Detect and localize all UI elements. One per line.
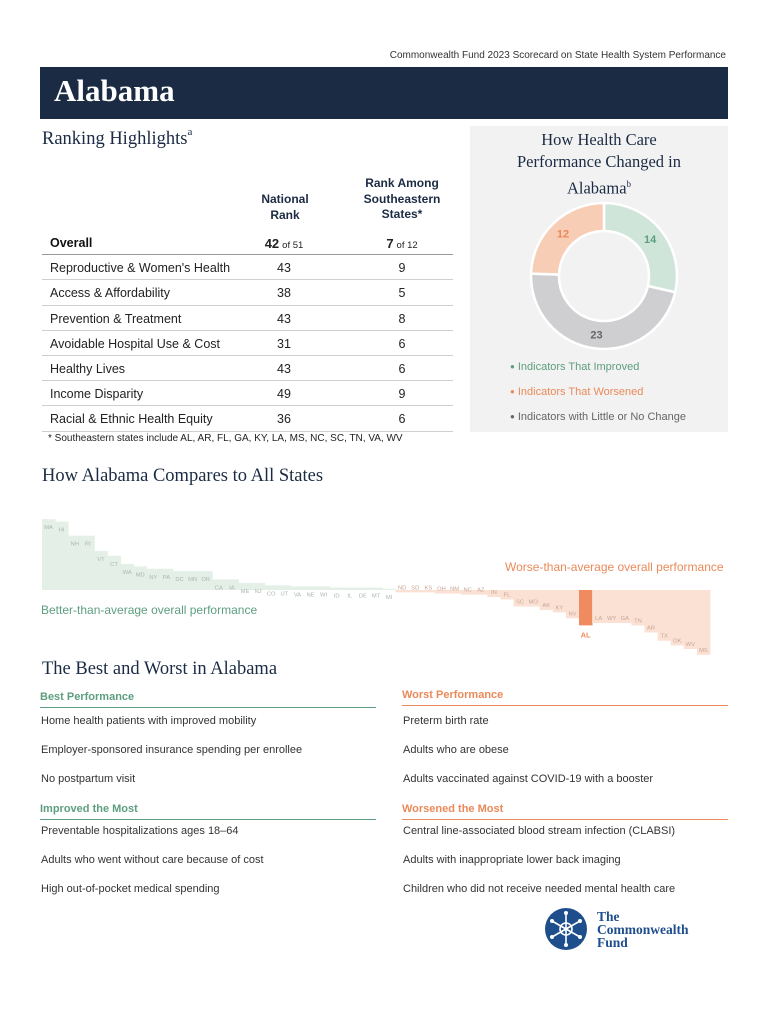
table-row: [42, 406, 453, 431]
state-bar: [317, 586, 330, 590]
state-bar-label: CO: [266, 591, 276, 598]
list-item: Adults who are obese: [403, 744, 509, 756]
southeast-rank: 6: [398, 412, 406, 427]
state-bar: [330, 588, 343, 590]
state-bar: [343, 588, 356, 590]
row-label: Income Disparity: [50, 387, 144, 402]
state-bar-label: DE: [358, 593, 367, 600]
logo-wordmark: [597, 910, 689, 949]
state-bar: [369, 588, 382, 590]
state-bar: [579, 590, 592, 625]
legend-nochange-dot: ●: [510, 412, 515, 421]
state-bar: [121, 564, 134, 590]
state-bar-label: SD: [411, 585, 420, 592]
state-title: Alabama: [54, 73, 175, 108]
list-item: Preterm birth rate: [403, 715, 489, 727]
change-title-line: Performance Changed in: [516, 152, 682, 171]
state-bar-label: DC: [175, 577, 184, 584]
state-bar-label: KS: [424, 585, 433, 592]
table-row: [42, 356, 453, 381]
national-rank-of: of 51: [282, 240, 304, 251]
southeast-rank: 6: [398, 361, 406, 376]
national-rank: 31: [277, 336, 291, 351]
state-bar-label: FL: [503, 592, 511, 599]
state-bar-label: MO: [528, 599, 538, 606]
row-label: Avoidable Hospital Use & Cost: [50, 336, 220, 351]
state-bar: [697, 590, 710, 655]
state-bar-label: ID: [333, 593, 340, 600]
legend-worsened-label: Indicators That Worsened: [517, 386, 644, 398]
southeast-rank-header-line: Rank Among: [365, 176, 439, 190]
southeast-rank: 6: [398, 336, 406, 351]
state-bar-label: KY: [555, 605, 564, 612]
state-bar-label: NC: [463, 587, 472, 594]
national-rank: [255, 236, 313, 251]
legend-worsened-dot: ●: [510, 387, 515, 396]
state-bar-label: RI: [84, 541, 91, 548]
ranking-table: [42, 230, 453, 432]
legend-improved: [510, 361, 639, 373]
best-performance-heading: Best Performance: [40, 691, 376, 708]
row-label: Healthy Lives: [50, 361, 126, 376]
ranking-title-text: Ranking Highlights: [42, 129, 188, 150]
state-bar-label: CA: [214, 585, 223, 592]
donut-value-label: 23: [590, 329, 603, 342]
state-bar-label: LA: [595, 616, 603, 623]
southeast-rank: 9: [398, 261, 406, 276]
row-label: Prevention & Treatment: [50, 311, 182, 326]
state-bar-label: AK: [542, 603, 551, 610]
best-worst-title: The Best and Worst in Alabama: [42, 659, 278, 679]
national-rank: 36: [277, 412, 291, 427]
state-bar-label: ND: [398, 585, 407, 592]
legend-improved-dot: ●: [510, 362, 515, 371]
ranking-title-sup: a: [187, 126, 193, 138]
state-bar: [671, 590, 684, 645]
logo-line: The: [597, 909, 620, 924]
list-item: Central line-associated blood stream infection (CLABSI): [403, 825, 676, 837]
national-rank: 38: [277, 286, 291, 301]
state-bar: [684, 590, 697, 649]
southeast-rank: 8: [398, 311, 406, 326]
state-bar-label: GA: [620, 616, 630, 623]
state-bar: [304, 586, 317, 590]
southeast-rank: 9: [398, 387, 406, 402]
list-item: Home health patients with improved mobility: [41, 715, 257, 727]
state-bar-label: VT: [97, 557, 105, 564]
state-bar-label: MI: [385, 594, 393, 601]
southeast-rank-header: [358, 176, 446, 223]
national-rank: 43: [277, 261, 291, 276]
change-donut-chart: [470, 196, 728, 356]
southeast-rank-header-line: States*: [381, 207, 423, 221]
table-row: [42, 280, 453, 305]
source-line: Commonwealth Fund 2023 Scorecard on State Health System Performance: [389, 50, 726, 61]
state-bar: [291, 586, 304, 590]
list-item: Adults who went without care because of cost: [41, 854, 264, 866]
donut-slice-improved: [604, 203, 677, 292]
state-bar-label: NH: [70, 541, 79, 548]
state-bar-label: HI: [58, 527, 65, 534]
state-bar-label: MA: [44, 525, 53, 532]
change-panel: [470, 126, 728, 432]
state-bar-label: NV: [568, 611, 577, 618]
state-bar: [383, 589, 396, 590]
state-bar-label: NE: [306, 592, 315, 599]
legend-improved-label: Indicators That Improved: [517, 361, 640, 373]
state-bar-label: SC: [516, 599, 525, 606]
southeast-rank-value: 7: [386, 236, 394, 251]
state-bar-label: NY: [149, 574, 158, 581]
logo-line: Fund: [597, 935, 628, 950]
southeast-rank-of: of 12: [396, 240, 418, 251]
list-item: Adults vaccinated against COVID-19 with a booster: [403, 773, 654, 785]
state-bar-label: WI: [320, 592, 328, 599]
table-row: [42, 255, 453, 280]
state-bar-label: WV: [685, 642, 696, 648]
change-title-line: Alabama: [566, 178, 627, 198]
row-label: Access & Affordability: [50, 286, 170, 301]
state-bar-label: MT: [371, 593, 381, 600]
state-bar-label: OR: [201, 577, 211, 584]
table-row: [42, 306, 453, 331]
row-label: Racial & Ethnic Health Equity: [50, 412, 213, 427]
logo-line: Commonwealth: [597, 922, 689, 937]
legend-worsened: [510, 386, 643, 398]
donut-value-label: 14: [644, 234, 657, 247]
national-rank: 49: [277, 387, 291, 402]
southeast-rank: 5: [398, 286, 406, 301]
state-bar-label: AZ: [477, 587, 485, 594]
state-bar-label: NJ: [254, 588, 262, 595]
national-rank-value: 42: [264, 236, 280, 251]
southeast-rank-header-line: Southeastern: [363, 191, 441, 206]
state-bar-label: AR: [647, 625, 656, 632]
state-bar-label: TN: [634, 618, 642, 625]
southeast-rank: [373, 236, 431, 251]
compare-title: How Alabama Compares to All States: [42, 466, 324, 486]
worsened-most-heading: Worsened the Most: [402, 803, 728, 820]
ranking-footnote: * Southeastern states include AL, AR, FL, GA, KY, LA, MS, NC, SC, TN, VA, WV: [48, 433, 403, 444]
state-bar-label: IN: [490, 590, 497, 597]
change-title: [470, 129, 728, 200]
state-bar-label: PA: [162, 574, 171, 581]
donut-value-label: 12: [556, 228, 570, 241]
change-title-line: How Health Care: [541, 130, 657, 149]
state-bar-label: CT: [110, 561, 118, 568]
national-rank: 43: [277, 311, 291, 326]
state-bar-label: TX: [660, 633, 668, 640]
list-item: Employer-sponsored insurance spending per enrollee: [41, 744, 303, 756]
state-bar-label: OH: [437, 586, 446, 593]
change-title-sup: b: [626, 179, 632, 189]
list-item: High out-of-pocket medical spending: [41, 883, 220, 895]
state-bar-label: MS: [699, 647, 708, 654]
ranking-title: [42, 128, 192, 150]
state-bar: [356, 588, 369, 590]
state-bar-label: MD: [135, 572, 145, 579]
state-bar: [278, 585, 291, 590]
table-row: [42, 381, 453, 406]
state-bar-label: IL: [347, 593, 353, 600]
list-item: Adults with inappropriate lower back imaging: [403, 854, 621, 866]
state-bar-label: WY: [607, 616, 617, 623]
better-than-average-label: Better-than-average overall performance: [41, 603, 258, 617]
commonwealth-fund-logo-icon: [544, 907, 588, 951]
improved-most-heading: Improved the Most: [40, 803, 376, 820]
worst-performance-heading: Worst Performance: [402, 689, 728, 706]
row-label: Overall: [50, 236, 93, 250]
state-bar: [265, 585, 278, 590]
row-label: Reproductive & Women's Health: [50, 261, 231, 276]
state-bar-label: AL: [580, 630, 591, 640]
table-row: [42, 331, 453, 356]
state-bar-label: UT: [280, 591, 289, 598]
state-bar-label: MN: [188, 577, 198, 584]
legend-nochange-label: Indicators with Little or No Change: [517, 411, 686, 423]
legend-nochange: [510, 411, 686, 423]
national-rank-header: [247, 192, 323, 223]
state-bar-label: WA: [122, 570, 132, 577]
national-rank-header-line: Rank: [270, 207, 300, 222]
national-rank: 43: [277, 361, 291, 376]
state-bar-label: VA: [293, 592, 302, 599]
state-comparison-chart: [0, 510, 768, 670]
national-rank-header-line: National: [261, 192, 309, 206]
state-bar-label: ME: [240, 588, 250, 595]
table-row: [42, 230, 453, 255]
state-bar-label: NM: [450, 586, 460, 593]
list-item: Preventable hospitalizations ages 18–64: [41, 825, 239, 837]
list-item: No postpartum visit: [41, 773, 136, 785]
state-banner: [40, 67, 728, 119]
state-bar-label: OK: [673, 638, 682, 645]
state-bar-label: IA: [229, 585, 235, 592]
worse-than-average-label: Worse-than-average overall performance: [505, 560, 724, 574]
list-item: Children who did not receive needed mental health care: [403, 883, 676, 895]
